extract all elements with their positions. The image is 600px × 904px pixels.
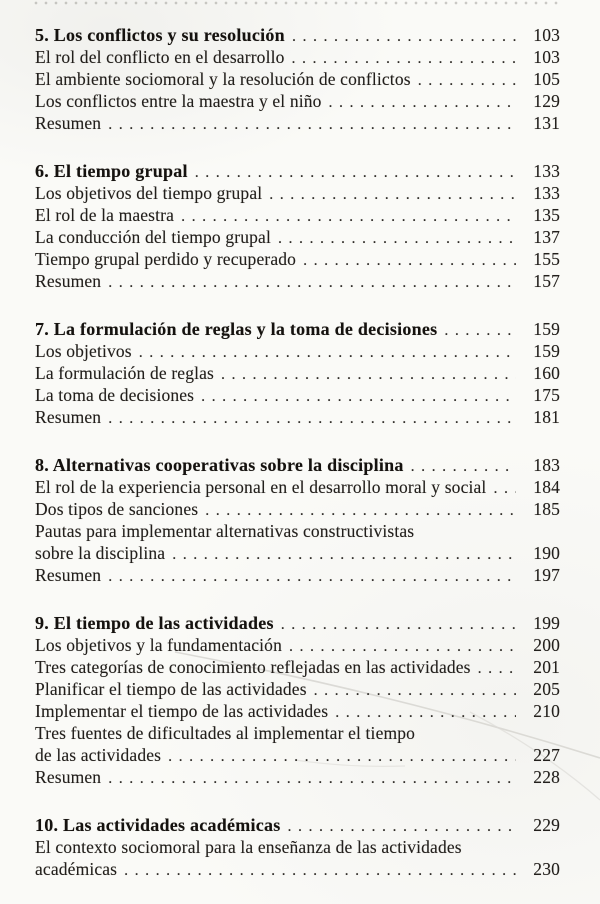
toc-entry-label: El rol del conflicto en el desarrollo — [35, 47, 285, 67]
toc-entry — [35, 204, 560, 226]
toc-entry-label: académicas — [35, 859, 118, 879]
toc-entry-label: 10. Las actividades académicas — [35, 815, 281, 835]
toc-section — [35, 160, 560, 292]
toc-entry-label: El contexto sociomoral para la enseñanza de las actividades — [35, 837, 462, 857]
dot-leader — [201, 386, 516, 408]
dot-leader — [108, 408, 516, 430]
toc-entry-page: 199 — [533, 613, 560, 633]
dot-leader — [205, 500, 516, 522]
toc-entry — [35, 362, 560, 384]
toc-entry — [35, 226, 560, 248]
toc-entry-label: 8. Alternativas cooperativas sobre la disciplina — [35, 455, 404, 475]
toc-entry-page: 159 — [533, 341, 560, 361]
dot-leader — [281, 614, 516, 636]
toc-entry — [35, 68, 560, 90]
dot-leader — [108, 272, 516, 294]
dot-leader — [269, 184, 516, 206]
toc-entry — [35, 270, 560, 292]
toc-entry-label: La toma de decisiones — [35, 385, 195, 405]
dot-leader — [292, 48, 517, 70]
toc-entry — [35, 182, 560, 204]
toc-entry-page: 135 — [533, 205, 560, 225]
toc-entry-page: 227 — [533, 745, 560, 765]
toc-entry-label: Planificar el tiempo de las actividades — [35, 679, 307, 699]
dot-leader — [168, 746, 516, 768]
toc-section — [35, 454, 560, 586]
toc-section — [35, 612, 560, 788]
toc-entry-label: Tiempo grupal perdido y recuperado — [35, 249, 297, 269]
toc-entry — [35, 476, 560, 498]
toc-entry-label: Tres categorías de conocimiento reflejadas en las actividades — [35, 657, 471, 677]
toc-entry — [35, 340, 560, 362]
toc-entry-page: 155 — [533, 249, 560, 269]
dot-leader — [411, 456, 516, 478]
toc-chapter-heading — [35, 318, 560, 340]
toc-entry-label: Tres fuentes de dificultades al implementar el tiempo — [35, 723, 416, 743]
dot-leader — [444, 320, 516, 342]
dot-leader — [314, 680, 516, 702]
toc-entry — [35, 678, 560, 700]
dot-leader — [108, 566, 516, 588]
toc-entry-label: 5. Los conflictos y su resolución — [35, 25, 285, 45]
toc-entry-page: 159 — [533, 319, 560, 339]
toc-section — [35, 24, 560, 134]
toc-entry-label: El ambiente sociomoral y la resolución de conflictos — [35, 69, 411, 89]
toc-entry-page: 131 — [533, 113, 560, 133]
toc-entry — [35, 836, 560, 858]
toc-entry-label: de las actividades — [35, 745, 162, 765]
toc-chapter-heading — [35, 24, 560, 46]
toc-entry-label: Los conflictos entre la maestra y el niño — [35, 91, 322, 111]
toc-entry-label: 6. El tiempo grupal — [35, 161, 188, 181]
toc-entry — [35, 858, 560, 880]
toc-entry-page: 137 — [533, 227, 560, 247]
toc-entry — [35, 520, 560, 542]
toc-entry-page: 201 — [533, 657, 560, 677]
toc-entry-label: Los objetivos — [35, 341, 132, 361]
toc-entry — [35, 634, 560, 656]
toc-entry-page: 210 — [533, 701, 560, 721]
toc-entry-label: El rol de la experiencia personal en el desarrollo moral y social — [35, 477, 487, 497]
cropped-dot-leader-artifact — [34, 1, 560, 5]
toc-chapter-heading — [35, 814, 560, 836]
toc-entry — [35, 46, 560, 68]
toc-entry — [35, 722, 560, 744]
toc-entry-label: Los objetivos del tiempo grupal — [35, 183, 263, 203]
toc-entry-page: 129 — [533, 91, 560, 111]
toc-entry-page: 175 — [533, 385, 560, 405]
toc-entry-page: 229 — [533, 815, 560, 835]
toc-entry-page: 105 — [533, 69, 560, 89]
dot-leader — [108, 768, 516, 790]
toc-entry-page: 228 — [533, 767, 560, 787]
toc-entry-page: 160 — [533, 363, 560, 383]
dot-leader — [139, 342, 516, 364]
toc-section — [35, 814, 560, 880]
toc-entry-page: 185 — [533, 499, 560, 519]
toc-chapter-heading — [35, 612, 560, 634]
toc-entry — [35, 744, 560, 766]
toc-entry-page: 133 — [533, 161, 560, 181]
dot-leader — [108, 114, 516, 136]
toc-entry-label: Resumen — [35, 113, 102, 133]
toc-entry — [35, 112, 560, 134]
dot-leader — [195, 162, 516, 184]
table-of-contents — [35, 24, 560, 880]
toc-entry-label: La formulación de reglas — [35, 363, 215, 383]
toc-entry — [35, 542, 560, 564]
toc-entry-page: 103 — [533, 25, 560, 45]
toc-entry-page: 200 — [533, 635, 560, 655]
toc-entry-label: Resumen — [35, 407, 102, 427]
toc-entry-label: El rol de la maestra — [35, 205, 175, 225]
toc-entry-page: 133 — [533, 183, 560, 203]
toc-entry-label: Implementar el tiempo de las actividades — [35, 701, 329, 721]
toc-entry-page: 181 — [533, 407, 560, 427]
toc-entry-page: 190 — [533, 543, 560, 563]
toc-entry — [35, 90, 560, 112]
dot-leader — [335, 702, 516, 724]
toc-chapter-heading — [35, 454, 560, 476]
dot-leader — [278, 228, 516, 250]
dot-leader — [172, 544, 516, 566]
toc-entry-label: Resumen — [35, 767, 102, 787]
toc-entry-page: 230 — [533, 859, 560, 879]
toc-entry-label: Dos tipos de sanciones — [35, 499, 199, 519]
toc-entry-page: 205 — [533, 679, 560, 699]
toc-chapter-heading — [35, 160, 560, 182]
toc-entry-label: Pautas para implementar alternativas constructivistas — [35, 521, 415, 541]
toc-entry — [35, 656, 560, 678]
toc-entry-label: 9. El tiempo de las actividades — [35, 613, 274, 633]
toc-entry — [35, 766, 560, 788]
toc-entry-label: La conducción del tiempo grupal — [35, 227, 271, 247]
dot-leader — [303, 250, 516, 272]
dot-leader — [329, 92, 516, 114]
toc-entry — [35, 498, 560, 520]
dot-leader — [288, 816, 517, 838]
toc-entry — [35, 564, 560, 586]
toc-entry-page: 197 — [533, 565, 560, 585]
toc-entry — [35, 406, 560, 428]
dot-leader — [418, 70, 516, 92]
toc-entry-page: 183 — [533, 455, 560, 475]
toc-entry — [35, 700, 560, 722]
toc-entry — [35, 248, 560, 270]
toc-entry-label: 7. La formulación de reglas y la toma de decisiones — [35, 319, 438, 339]
toc-section — [35, 318, 560, 428]
toc-entry-page: 103 — [533, 47, 560, 67]
toc-entry-label: Resumen — [35, 271, 102, 291]
toc-entry — [35, 384, 560, 406]
toc-entry-label: sobre la disciplina — [35, 543, 166, 563]
toc-entry-page: 184 — [533, 477, 560, 497]
dot-leader — [478, 658, 516, 680]
dot-leader — [292, 26, 516, 48]
dot-leader — [289, 636, 516, 658]
toc-entry-label: Resumen — [35, 565, 102, 585]
dot-leader — [493, 478, 516, 500]
toc-entry-page: 157 — [533, 271, 560, 291]
dot-leader — [181, 206, 516, 228]
toc-entry-label: Los objetivos y la fundamentación — [35, 635, 282, 655]
dot-leader — [124, 860, 516, 882]
dot-leader — [221, 364, 516, 386]
